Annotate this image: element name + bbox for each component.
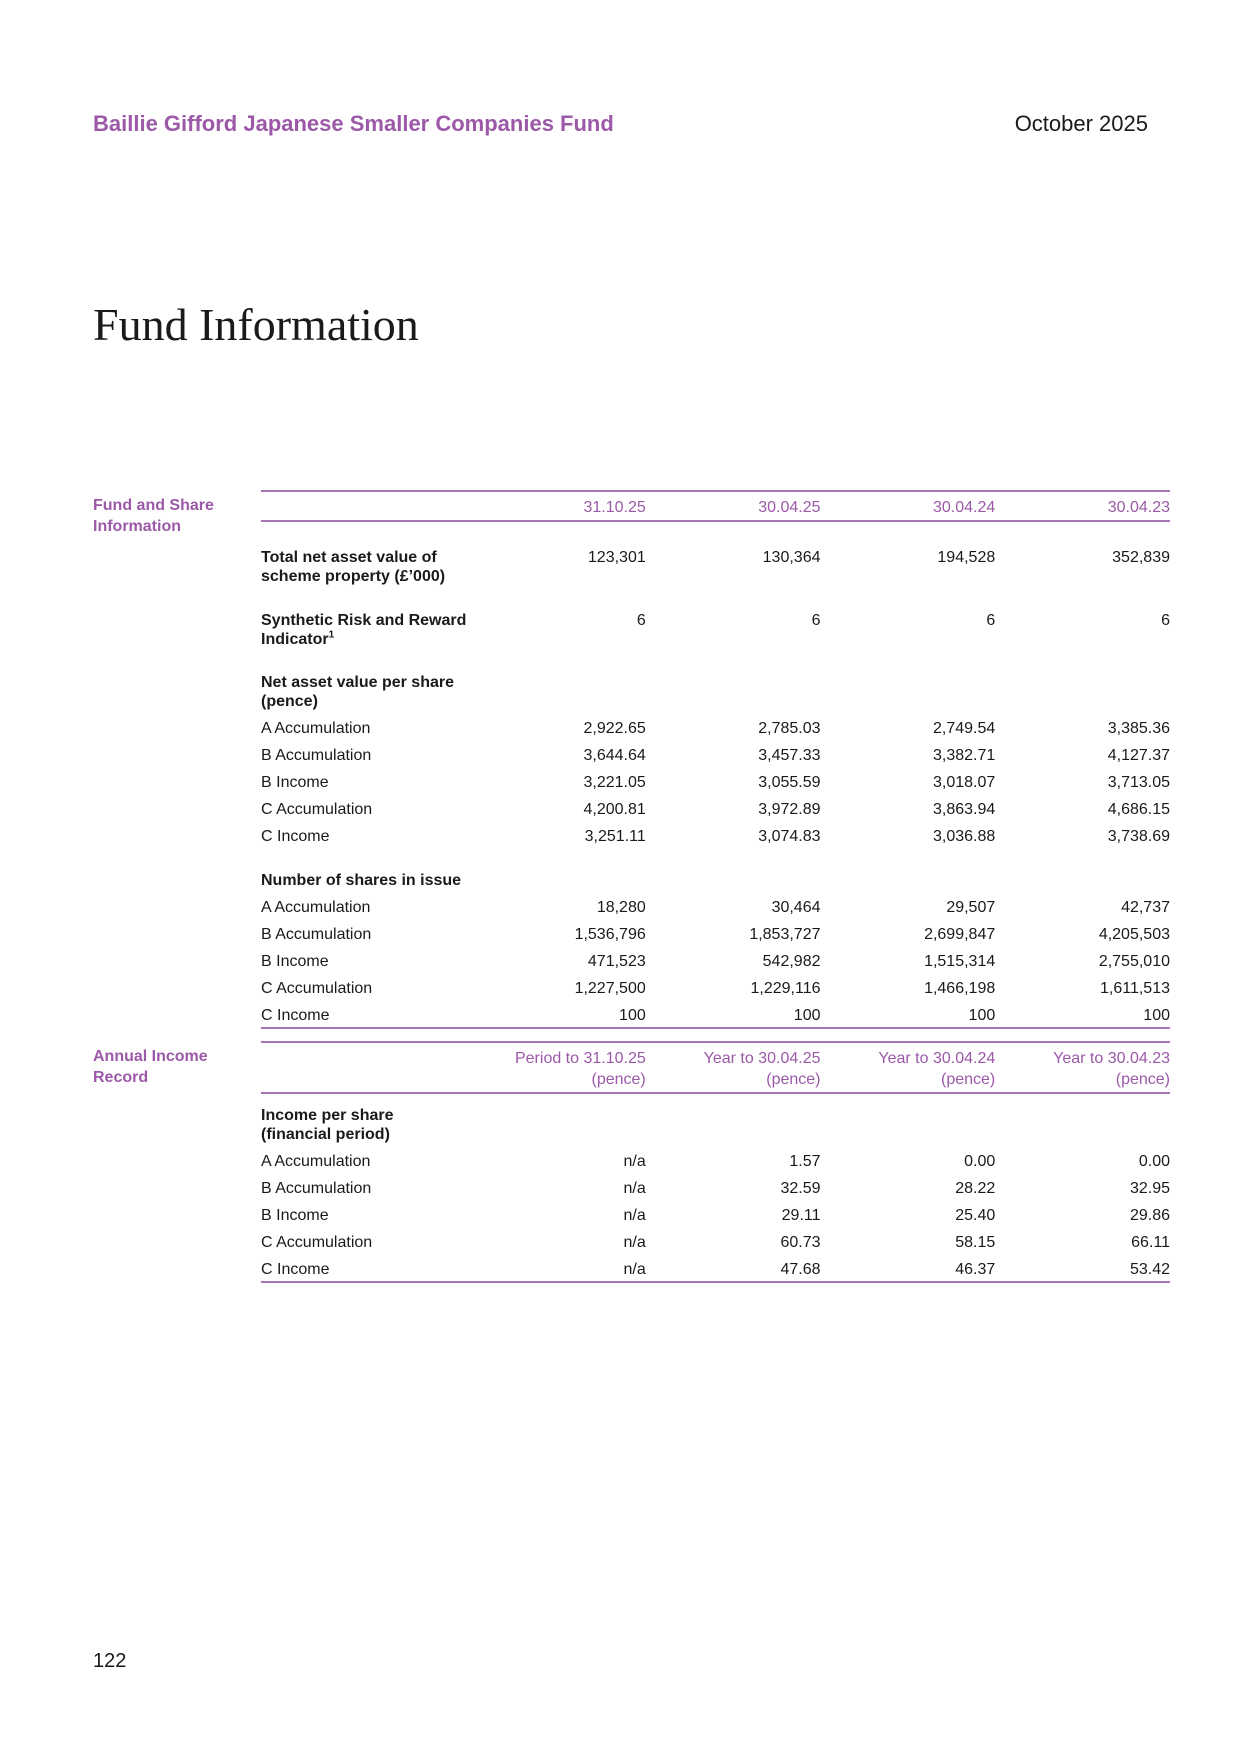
table-cell: 66.11	[1131, 1234, 1170, 1251]
table-cell: 100	[968, 1007, 996, 1024]
table-cell: 3,385.36	[1107, 720, 1170, 737]
subheading-nav: Net asset value per share (pence)	[261, 674, 454, 710]
subheading-income: Income per share (financial period)	[261, 1107, 394, 1143]
table-cell: 29.11	[781, 1207, 821, 1224]
table-cell: 542,982	[762, 953, 821, 970]
row-label: A Accumulation	[261, 720, 371, 737]
row-label: B Accumulation	[261, 747, 372, 764]
page-number: 122	[93, 1650, 127, 1672]
column-header: 30.04.25	[758, 499, 821, 516]
row-label: A Accumulation	[261, 899, 371, 916]
table-cell: 1,229,116	[750, 980, 821, 997]
table-row	[261, 1179, 1170, 1198]
shares-rows	[261, 898, 1170, 1029]
row-label: A Accumulation	[261, 1153, 371, 1170]
table-cell: 28.22	[955, 1180, 996, 1197]
table-cell: 6	[986, 612, 996, 629]
table-row-srri	[261, 611, 1170, 649]
nav-rows	[261, 719, 1170, 846]
table-cell: 3,382.71	[932, 747, 996, 764]
table-cell: 4,127.37	[1107, 747, 1170, 764]
table-cell: 3,972.89	[758, 801, 821, 818]
table-cell: 25.40	[955, 1207, 996, 1224]
column-header: 31.10.25	[583, 499, 646, 516]
row-label: C Income	[261, 1007, 330, 1024]
table-cell: 47.68	[780, 1261, 821, 1278]
table-row	[261, 1152, 1170, 1171]
column-header: Year to 30.04.24 (pence)	[878, 1050, 996, 1088]
table-cell: 32.95	[1129, 1180, 1170, 1197]
table-cell: 29,507	[946, 899, 996, 916]
table-cell: n/a	[623, 1153, 646, 1170]
table-cell: 3,713.05	[1107, 774, 1170, 791]
table-cell: 6	[1161, 612, 1170, 629]
report-date: October 2025	[1014, 111, 1148, 136]
table-cell: 2,755,010	[1098, 953, 1170, 970]
column-header: Period to 31.10.25 (pence)	[514, 1050, 646, 1088]
table-row	[261, 773, 1170, 792]
table-row	[261, 898, 1170, 917]
table-cell: n/a	[623, 1234, 646, 1251]
table-row	[261, 800, 1170, 819]
table-cell: 1,536,796	[574, 926, 646, 943]
table-cell: 1,227,500	[574, 980, 646, 997]
fund-share-table	[261, 490, 1170, 1029]
table-cell: 4,205,503	[1098, 926, 1170, 943]
footnote-marker: 1	[328, 629, 335, 641]
table-cell: 3,074.83	[758, 828, 821, 845]
table-cell: 46.37	[955, 1261, 996, 1278]
table-cell: 100	[619, 1007, 646, 1024]
annual-income-table	[261, 1041, 1170, 1283]
table-row	[261, 925, 1170, 944]
page-title: Fund Information	[93, 299, 419, 350]
table-cell: 3,251.11	[584, 828, 646, 845]
section-label-fund-share: Fund and Share Information	[93, 497, 214, 535]
table-cell: 2,785.03	[758, 720, 821, 737]
table-cell: 6	[811, 612, 821, 629]
row-label: B Accumulation	[261, 1180, 372, 1197]
table-cell: 3,457.33	[758, 747, 821, 764]
table-cell: 3,018.07	[932, 774, 996, 791]
table-cell: 2,922.65	[583, 720, 646, 737]
row-label: C Accumulation	[261, 1234, 373, 1251]
table-cell: 3,644.64	[583, 747, 646, 764]
table-cell: 1,853,727	[749, 926, 821, 943]
row-label: Synthetic Risk and Reward Indicator$^1$	[261, 612, 467, 648]
table-cell: 58.15	[955, 1234, 996, 1251]
table-cell: 2,749.54	[932, 720, 996, 737]
table-cell: 0.00	[1138, 1153, 1170, 1170]
table-cell: 4,200.81	[583, 801, 646, 818]
table-cell: 3,738.69	[1107, 828, 1170, 845]
table-row	[261, 979, 1170, 998]
table-cell: 18,280	[596, 899, 646, 916]
table-cell: 6	[636, 612, 646, 629]
row-label: C Accumulation	[261, 980, 373, 997]
column-header: Year to 30.04.25 (pence)	[703, 1050, 821, 1088]
table-row	[261, 746, 1170, 765]
subheading-shares: Number of shares in issue	[261, 872, 462, 889]
section-label-annual-income: Annual Income Record	[93, 1048, 208, 1086]
fund-name: Baillie Gifford Japanese Smaller Companies Fund	[93, 111, 614, 136]
column-header: 30.04.23	[1107, 499, 1170, 516]
table-cell: 471,523	[587, 953, 646, 970]
table-cell: 4,686.15	[1107, 801, 1170, 818]
table-row	[261, 952, 1170, 971]
table-row	[261, 1206, 1170, 1225]
table-cell: n/a	[623, 1261, 646, 1278]
income-rows	[261, 1152, 1170, 1283]
table-row	[261, 1233, 1170, 1252]
table-cell: 130,364	[762, 549, 821, 566]
row-label: B Accumulation	[261, 926, 372, 943]
table-cell: 3,221.05	[583, 774, 646, 791]
column-header: 30.04.24	[932, 499, 996, 516]
table-cell: n/a	[623, 1207, 646, 1224]
table-row	[261, 719, 1170, 738]
table-cell: 352,839	[1112, 549, 1170, 566]
row-label: B Income	[261, 1207, 329, 1224]
row-label: C Income	[261, 1261, 330, 1278]
table-cell: 32.59	[780, 1180, 821, 1197]
table-cell: 60.73	[780, 1234, 821, 1251]
table-row	[261, 1006, 1170, 1025]
row-label: B Income	[261, 953, 329, 970]
table-cell: 1,611,513	[1100, 980, 1170, 997]
table-cell: 3,863.94	[932, 801, 996, 818]
table-row-tnav	[261, 548, 1170, 586]
table-cell: n/a	[623, 1180, 646, 1197]
table-cell: 53.42	[1129, 1261, 1170, 1278]
table-cell: 1,466,198	[924, 980, 996, 997]
table-row	[261, 827, 1170, 846]
table-cell: 42,737	[1121, 899, 1170, 916]
table-cell: 1,515,314	[924, 953, 996, 970]
table-cell: 29.86	[1129, 1207, 1170, 1224]
row-label: C Income	[261, 828, 330, 845]
table-cell: 100	[1143, 1007, 1170, 1024]
table-cell: 194,528	[937, 549, 996, 566]
row-label: C Accumulation	[261, 801, 373, 818]
table-header	[261, 490, 1170, 522]
row-label: Total net asset value of scheme property (£’000)	[261, 549, 446, 585]
table-cell: 1.57	[789, 1153, 821, 1170]
row-label: B Income	[261, 774, 329, 791]
table-cell: 0.00	[964, 1153, 996, 1170]
table-cell: 123,301	[587, 549, 646, 566]
table-cell: 2,699,847	[924, 926, 996, 943]
column-header: Year to 30.04.23 (pence)	[1053, 1050, 1170, 1088]
table-cell: 3,055.59	[758, 774, 821, 791]
table-cell: 3,036.88	[932, 828, 996, 845]
table-row	[261, 1260, 1170, 1279]
table-cell: 100	[793, 1007, 821, 1024]
table-cell: 30,464	[771, 899, 821, 916]
table-header	[261, 1041, 1170, 1094]
